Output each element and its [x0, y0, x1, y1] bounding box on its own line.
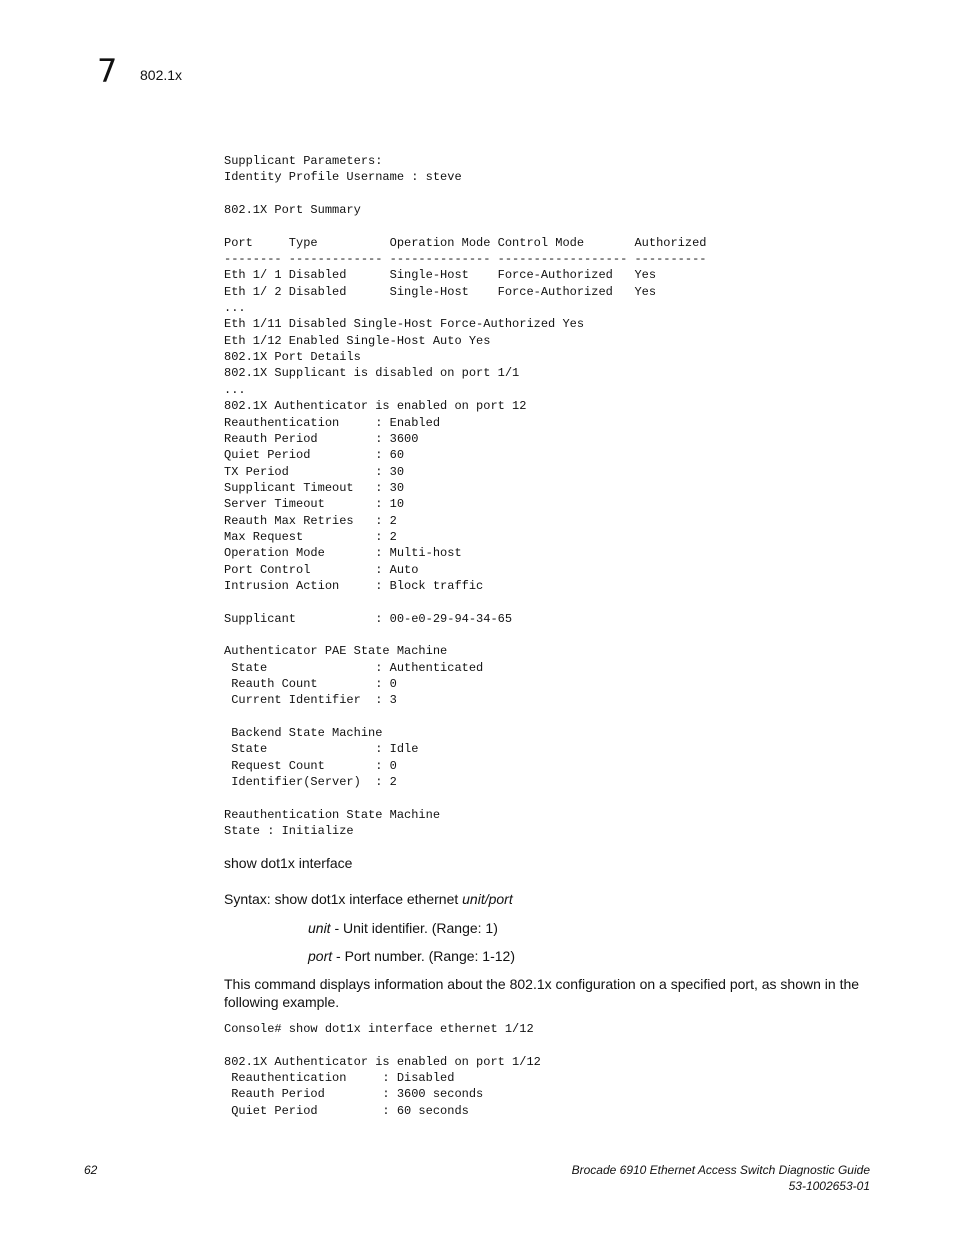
syntax-line [224, 890, 513, 908]
footer-doc-number: 53-1002653-01 [788, 1179, 870, 1193]
code-block-interface-example: Console# show dot1x interface ethernet 1/12 802.1X Authenticator is enabled on port 1/12 Reauthentication : Disabled Reauth Period : 3600 seconds Quiet Period : 60 seconds [224, 1022, 541, 1118]
footer-doc-info [572, 1162, 870, 1194]
syntax-command: Syntax: show dot1x interface ethernet [224, 891, 463, 907]
param-port [308, 947, 515, 965]
section-heading: show dot1x interface [224, 855, 353, 871]
description-paragraph: This command displays information about the 802.1x configuration on a specified port, as shown in the following example. [224, 976, 860, 1010]
chapter-title: 802.1x [140, 67, 183, 83]
footer-doc-title: Brocade 6910 Ethernet Access Switch Diagnostic Guide [571, 1163, 870, 1177]
param-unit [308, 919, 498, 937]
param-name: port [308, 948, 333, 964]
code-block-port-details: Supplicant Parameters: Identity Profile Username : steve 802.1X Port Summary Port Type Operation Mode Control Mode Authorized -------- ------------- -------------- ------------------ ---------- Eth 1/ 1 Disabled Single-Host Force-Authorized Yes Eth 1/ 2 Disabled Single-Host Force-Authorized Yes ... Eth 1/11 Disabled Single-Host Force-Authorized Yes Eth 1/12 Enabled Single-Host Auto Yes 802.1X Port Details 802.1X Supplicant is disabled on port 1/1 ... 802.1X Authenticator is enabled on port 12 Reauthentication : Enabled Reauth Period : 3600 Quiet Period : 60 TX Period : 30 Supplicant Timeout : 30 Server Timeout : 10 Reauth Max Retries : 2 Max Request : 2 Operation Mode : Multi-host Port Control : Auto Intrusion Action : Block traffic Supplicant : 00-e0-29-94-34-65 Authenticator PAE State Machine State : Authenticated Reauth Count : 0 Current Identifier : 3 Backend State Machine State : Idle Request Count : 0 Identifier(Server) : 2 Reauthentication State Machine State : Initialize [224, 154, 707, 839]
syntax-argument: unit/port [462, 891, 513, 907]
param-name: unit [308, 920, 331, 936]
param-description: - Unit identifier. (Range: 1) [330, 920, 498, 936]
page-number: 62 [84, 1163, 98, 1177]
chapter-number: 7 [97, 52, 118, 90]
param-description: - Port number. (Range: 1-12) [332, 948, 515, 964]
